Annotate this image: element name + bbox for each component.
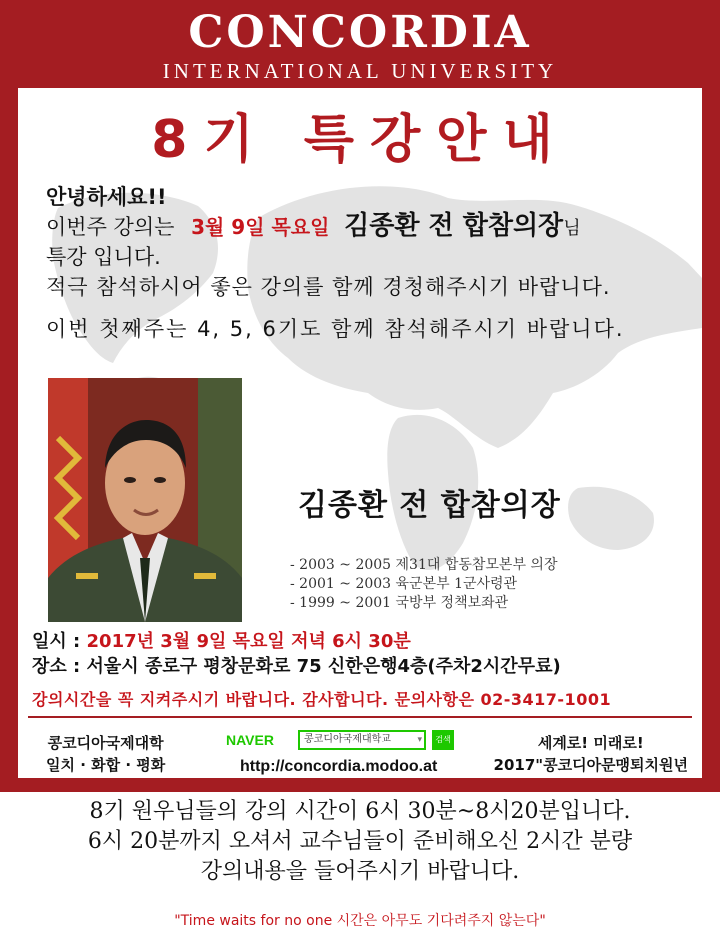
footer-motto: 일치 · 화합 · 평화 — [46, 756, 166, 774]
career-item: - 2001 ~ 2003 육군본부 1군사령관 — [290, 576, 518, 592]
university-subtitle: INTERNATIONAL UNIVERSITY — [162, 59, 558, 83]
quote-text: "Time waits for no one 시간은 아무도 기다려주지 않는다" — [174, 913, 546, 929]
bottom-line-1: 8기 원우님들의 강의 시간이 6시 30분~8시20분입니다. — [89, 799, 631, 824]
search-button[interactable]: 검색 — [432, 730, 454, 750]
poster-header — [0, 0, 720, 88]
speaker-name: 김종환 전 합참의장 — [298, 488, 561, 523]
search-input[interactable] — [298, 730, 426, 750]
career-item: - 1999 ~ 2001 국방부 정책보좌관 — [290, 595, 509, 611]
chevron-down-icon: ▾ — [417, 735, 422, 745]
speaker-photo — [48, 378, 242, 622]
footer-slogan: 세계로! 미래로! — [537, 734, 644, 752]
footer-left — [46, 732, 165, 776]
greeting-suffix: 님 — [563, 218, 581, 239]
bottom-line-2: 6시 20분까지 오셔서 교수님들이 준비해오신 2시간 분량 — [87, 829, 633, 854]
career-item: - 2003 ~ 2005 제31대 합동참모본부 의장 — [290, 557, 558, 573]
notice-text: 강의시간을 꼭 지켜주시기 바랍니다. 감사합니다. 문의사항은 02-3417-1001 — [32, 690, 612, 709]
greeting-line-4: 적극 참석하시어 좋은 강의를 함께 경청해주시기 바랍니다. — [46, 275, 611, 299]
greeting-line-3: 특강 입니다. — [46, 245, 161, 269]
event-date — [32, 630, 411, 654]
university-name: CONCORDIA — [188, 7, 532, 58]
naver-logo: NAVER — [226, 732, 274, 748]
event-place-label: 장소 : — [32, 656, 81, 677]
page-title: 8기 특강안내 — [151, 110, 569, 170]
bottom-message — [0, 797, 720, 887]
divider — [28, 716, 692, 718]
lecture-date-highlight: 3월 9일 목요일 — [191, 215, 330, 239]
event-date-value: 2017년 3월 9일 목요일 저녁 6시 30분 — [86, 631, 411, 652]
search-value: 콩코디아국제대학교 — [304, 734, 391, 745]
footer-university-name: 콩코디아국제대학 — [47, 734, 164, 752]
event-place-value: 서울시 종로구 평창문화로 75 신한은행4층(주차2시간무료) — [86, 656, 561, 677]
greeting-line-1: 안녕하세요!! — [46, 185, 167, 209]
website-link[interactable]: http://concordia.modoo.at — [240, 758, 438, 775]
event-place — [32, 655, 561, 679]
poster-body — [18, 88, 702, 778]
greeting-line-5: 이번 첫째주는 4, 5, 6기도 함께 참석해주시기 바랍니다. — [46, 317, 625, 341]
greeting-line-2 — [46, 213, 581, 242]
speaker-career-list — [290, 556, 557, 613]
footer-right — [494, 732, 688, 776]
lecturer-name-highlight: 김종환 전 합참의장 — [344, 211, 564, 241]
event-date-label: 일시 : — [32, 631, 81, 652]
footer-year-theme: 2017"콩코디아문맹퇴치원년 — [493, 756, 688, 774]
greeting-prefix: 이번주 강의는 — [46, 215, 175, 239]
bottom-line-3: 강의내용을 들어주시기 바랍니다. — [200, 859, 520, 884]
